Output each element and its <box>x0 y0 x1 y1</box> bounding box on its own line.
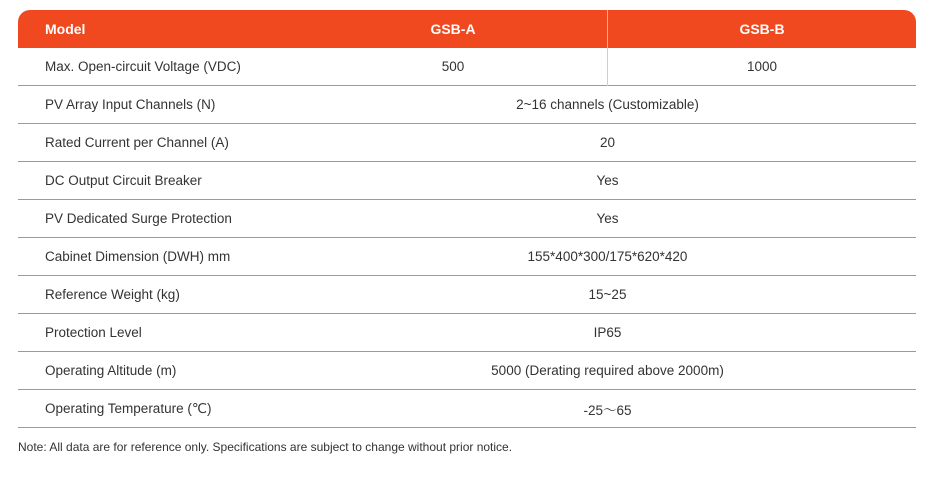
row-label: Operating Temperature (℃) <box>45 400 212 416</box>
table-header <box>18 10 916 48</box>
cell-value: 2~16 channels (Customizable) <box>516 97 699 112</box>
cell-value: 15~25 <box>588 287 627 302</box>
cell-value: Yes <box>596 173 619 188</box>
spec-table <box>18 10 916 428</box>
row-label: Rated Current per Channel (A) <box>45 135 229 150</box>
table-row <box>18 390 916 428</box>
footnote: Note: All data are for reference only. Specifications are subject to change without prior notice. <box>18 440 513 454</box>
table-row <box>18 200 916 238</box>
header-model-label: Model <box>45 21 86 37</box>
table-row <box>18 162 916 200</box>
cell-value: -25～65 <box>583 402 632 418</box>
row-label: PV Dedicated Surge Protection <box>45 211 232 226</box>
table-row <box>18 238 916 276</box>
table-row <box>18 86 916 124</box>
row-label: PV Array Input Channels (N) <box>45 97 216 112</box>
table-row <box>18 314 916 352</box>
cell-value: Yes <box>596 211 619 226</box>
cell-value: IP65 <box>593 325 622 340</box>
table-row <box>18 48 916 86</box>
table-row <box>18 124 916 162</box>
cell-value: 20 <box>599 135 616 150</box>
cell-value: 155*400*300/175*620*420 <box>527 249 688 264</box>
header-gsb-b: GSB-B <box>739 21 785 37</box>
header-gsb-a: GSB-A <box>299 10 608 48</box>
row-label: Operating Altitude (m) <box>45 363 177 378</box>
cell-gsb-b: 1000 <box>746 59 778 74</box>
row-label: Protection Level <box>45 325 142 340</box>
cell-gsb-a: 500 <box>299 48 608 86</box>
row-label: Reference Weight (kg) <box>45 287 180 302</box>
row-label: Cabinet Dimension (DWH) mm <box>45 249 231 264</box>
row-label: DC Output Circuit Breaker <box>45 173 202 188</box>
table-row <box>18 352 916 390</box>
row-label: Max. Open-circuit Voltage (VDC) <box>45 59 241 74</box>
table-row <box>18 276 916 314</box>
cell-value: 5000 (Derating required above 2000m) <box>491 363 724 378</box>
